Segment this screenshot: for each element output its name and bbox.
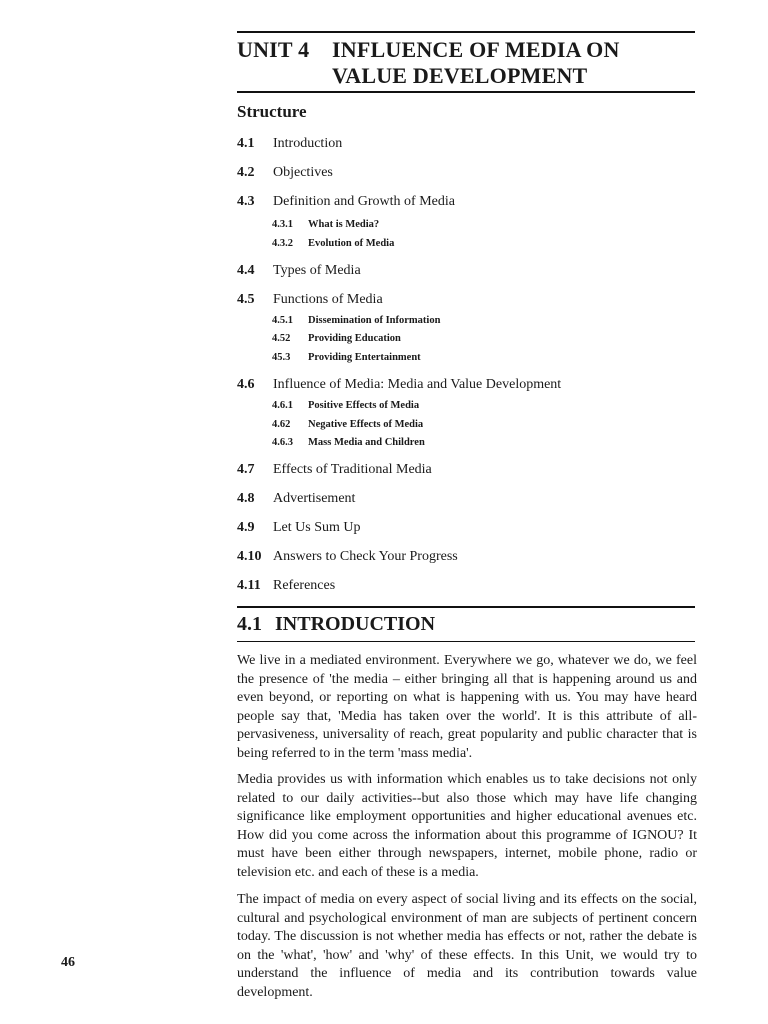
subitem-title: Positive Effects of Media bbox=[308, 400, 420, 411]
unit-title bbox=[237, 37, 707, 89]
section-top-rule bbox=[237, 606, 695, 608]
subitem-number: 4.5.1 bbox=[272, 315, 293, 326]
subitem-number: 45.3 bbox=[272, 352, 291, 363]
item-number: 4.5 bbox=[237, 292, 255, 307]
subitem-number: 4.52 bbox=[272, 333, 291, 344]
contents-item bbox=[237, 262, 361, 280]
unit-title-line2: VALUE DEVELOPMENT bbox=[332, 63, 588, 88]
item-title: Functions of Media bbox=[273, 292, 383, 307]
contents-item bbox=[237, 135, 342, 153]
structure-heading: Structure bbox=[237, 102, 307, 121]
section-heading bbox=[237, 612, 435, 636]
contents-item bbox=[237, 164, 333, 182]
title-rule bbox=[237, 91, 695, 93]
subitem-number: 4.62 bbox=[272, 419, 291, 430]
contents-subitem bbox=[272, 237, 394, 251]
item-number: 4.10 bbox=[237, 549, 262, 564]
intro-paragraph-2: Media provides us with information which enables us to take decisions not only related to our daily activities--but also those which may have life changing significance like employment opportunities and higher educational avenues etc. How did you come across the information about this programme of IGNOU? It must have been either through newspapers, internet, mobile phone, radio or television etc. and each of these is a media. bbox=[237, 772, 697, 880]
subitem-title: What is Media? bbox=[308, 219, 380, 230]
item-number: 4.9 bbox=[237, 520, 255, 535]
item-number: 4.8 bbox=[237, 491, 255, 506]
top-rule bbox=[237, 31, 695, 33]
contents-subitem bbox=[272, 399, 419, 413]
contents-item bbox=[237, 291, 383, 309]
contents-item bbox=[237, 577, 335, 595]
item-number: 4.2 bbox=[237, 165, 255, 180]
section-title: INTRODUCTION bbox=[275, 613, 436, 635]
item-number: 4.1 bbox=[237, 136, 255, 151]
item-title: Influence of Media: Media and Value Development bbox=[273, 377, 562, 392]
item-number: 4.3 bbox=[237, 194, 255, 209]
subitem-title: Providing Entertainment bbox=[308, 352, 421, 363]
contents-item bbox=[237, 376, 561, 394]
page-number: 46 bbox=[61, 955, 75, 970]
contents-subitem bbox=[272, 436, 425, 450]
unit-title-line1: INFLUENCE OF MEDIA ON bbox=[332, 37, 620, 62]
intro-paragraph-3: The impact of media on every aspect of social living and its effects on the social, cultural and psychological environment of man are subjects of pertinent concern today. The discussion is not whether media has effects or not, rather the debate is on the 'what', 'how' and 'why' of these effects. In this Unit, we would try to understand the influence of media and its contribution towards value development. bbox=[237, 892, 697, 1000]
subitem-title: Dissemination of Information bbox=[308, 315, 441, 326]
item-number: 4.6 bbox=[237, 377, 255, 392]
contents-item bbox=[237, 519, 361, 537]
item-number: 4.7 bbox=[237, 462, 255, 477]
subitem-number: 4.3.2 bbox=[272, 238, 293, 249]
contents-subitem bbox=[272, 332, 401, 346]
section-bottom-rule bbox=[237, 641, 695, 642]
item-title: Objectives bbox=[273, 165, 333, 180]
subitem-number: 4.6.1 bbox=[272, 400, 293, 411]
intro-paragraph-1: We live in a mediated environment. Everywhere we go, whatever we do, we feel the presence of 'the media – either bringing all that is happening around us and even beyond, or reporting on what is happening with us. You may have heard people say that, 'Media has taken over the world'. It is this attribute of all-pervasiveness, universality of reach, great popularity and public character that is being referred to in the term 'mass media'. bbox=[237, 653, 697, 761]
item-number: 4.4 bbox=[237, 263, 255, 278]
item-title: Answers to Check Your Progress bbox=[273, 549, 458, 564]
subitem-title: Mass Media and Children bbox=[308, 437, 425, 448]
subitem-title: Providing Education bbox=[308, 333, 401, 344]
subitem-number: 4.6.3 bbox=[272, 437, 293, 448]
subitem-number: 4.3.1 bbox=[272, 219, 293, 230]
section-number: 4.1 bbox=[237, 613, 262, 635]
item-title: Introduction bbox=[273, 136, 343, 151]
contents-subitem bbox=[272, 351, 421, 365]
contents-item bbox=[237, 548, 458, 566]
item-title: Types of Media bbox=[273, 263, 361, 278]
item-title: Effects of Traditional Media bbox=[273, 462, 432, 477]
contents-item bbox=[237, 490, 355, 508]
item-title: Let Us Sum Up bbox=[273, 520, 361, 535]
unit-label: UNIT 4 bbox=[237, 37, 310, 62]
contents-item bbox=[237, 193, 455, 211]
item-title: Advertisement bbox=[273, 491, 356, 506]
contents-item bbox=[237, 461, 432, 479]
contents-subitem bbox=[272, 418, 423, 432]
item-title: Definition and Growth of Media bbox=[273, 194, 455, 209]
item-title: References bbox=[273, 578, 336, 593]
contents-subitem bbox=[272, 218, 379, 232]
item-number: 4.11 bbox=[237, 578, 261, 593]
subitem-title: Negative Effects of Media bbox=[308, 419, 424, 430]
subitem-title: Evolution of Media bbox=[308, 238, 395, 249]
contents-subitem bbox=[272, 314, 440, 328]
